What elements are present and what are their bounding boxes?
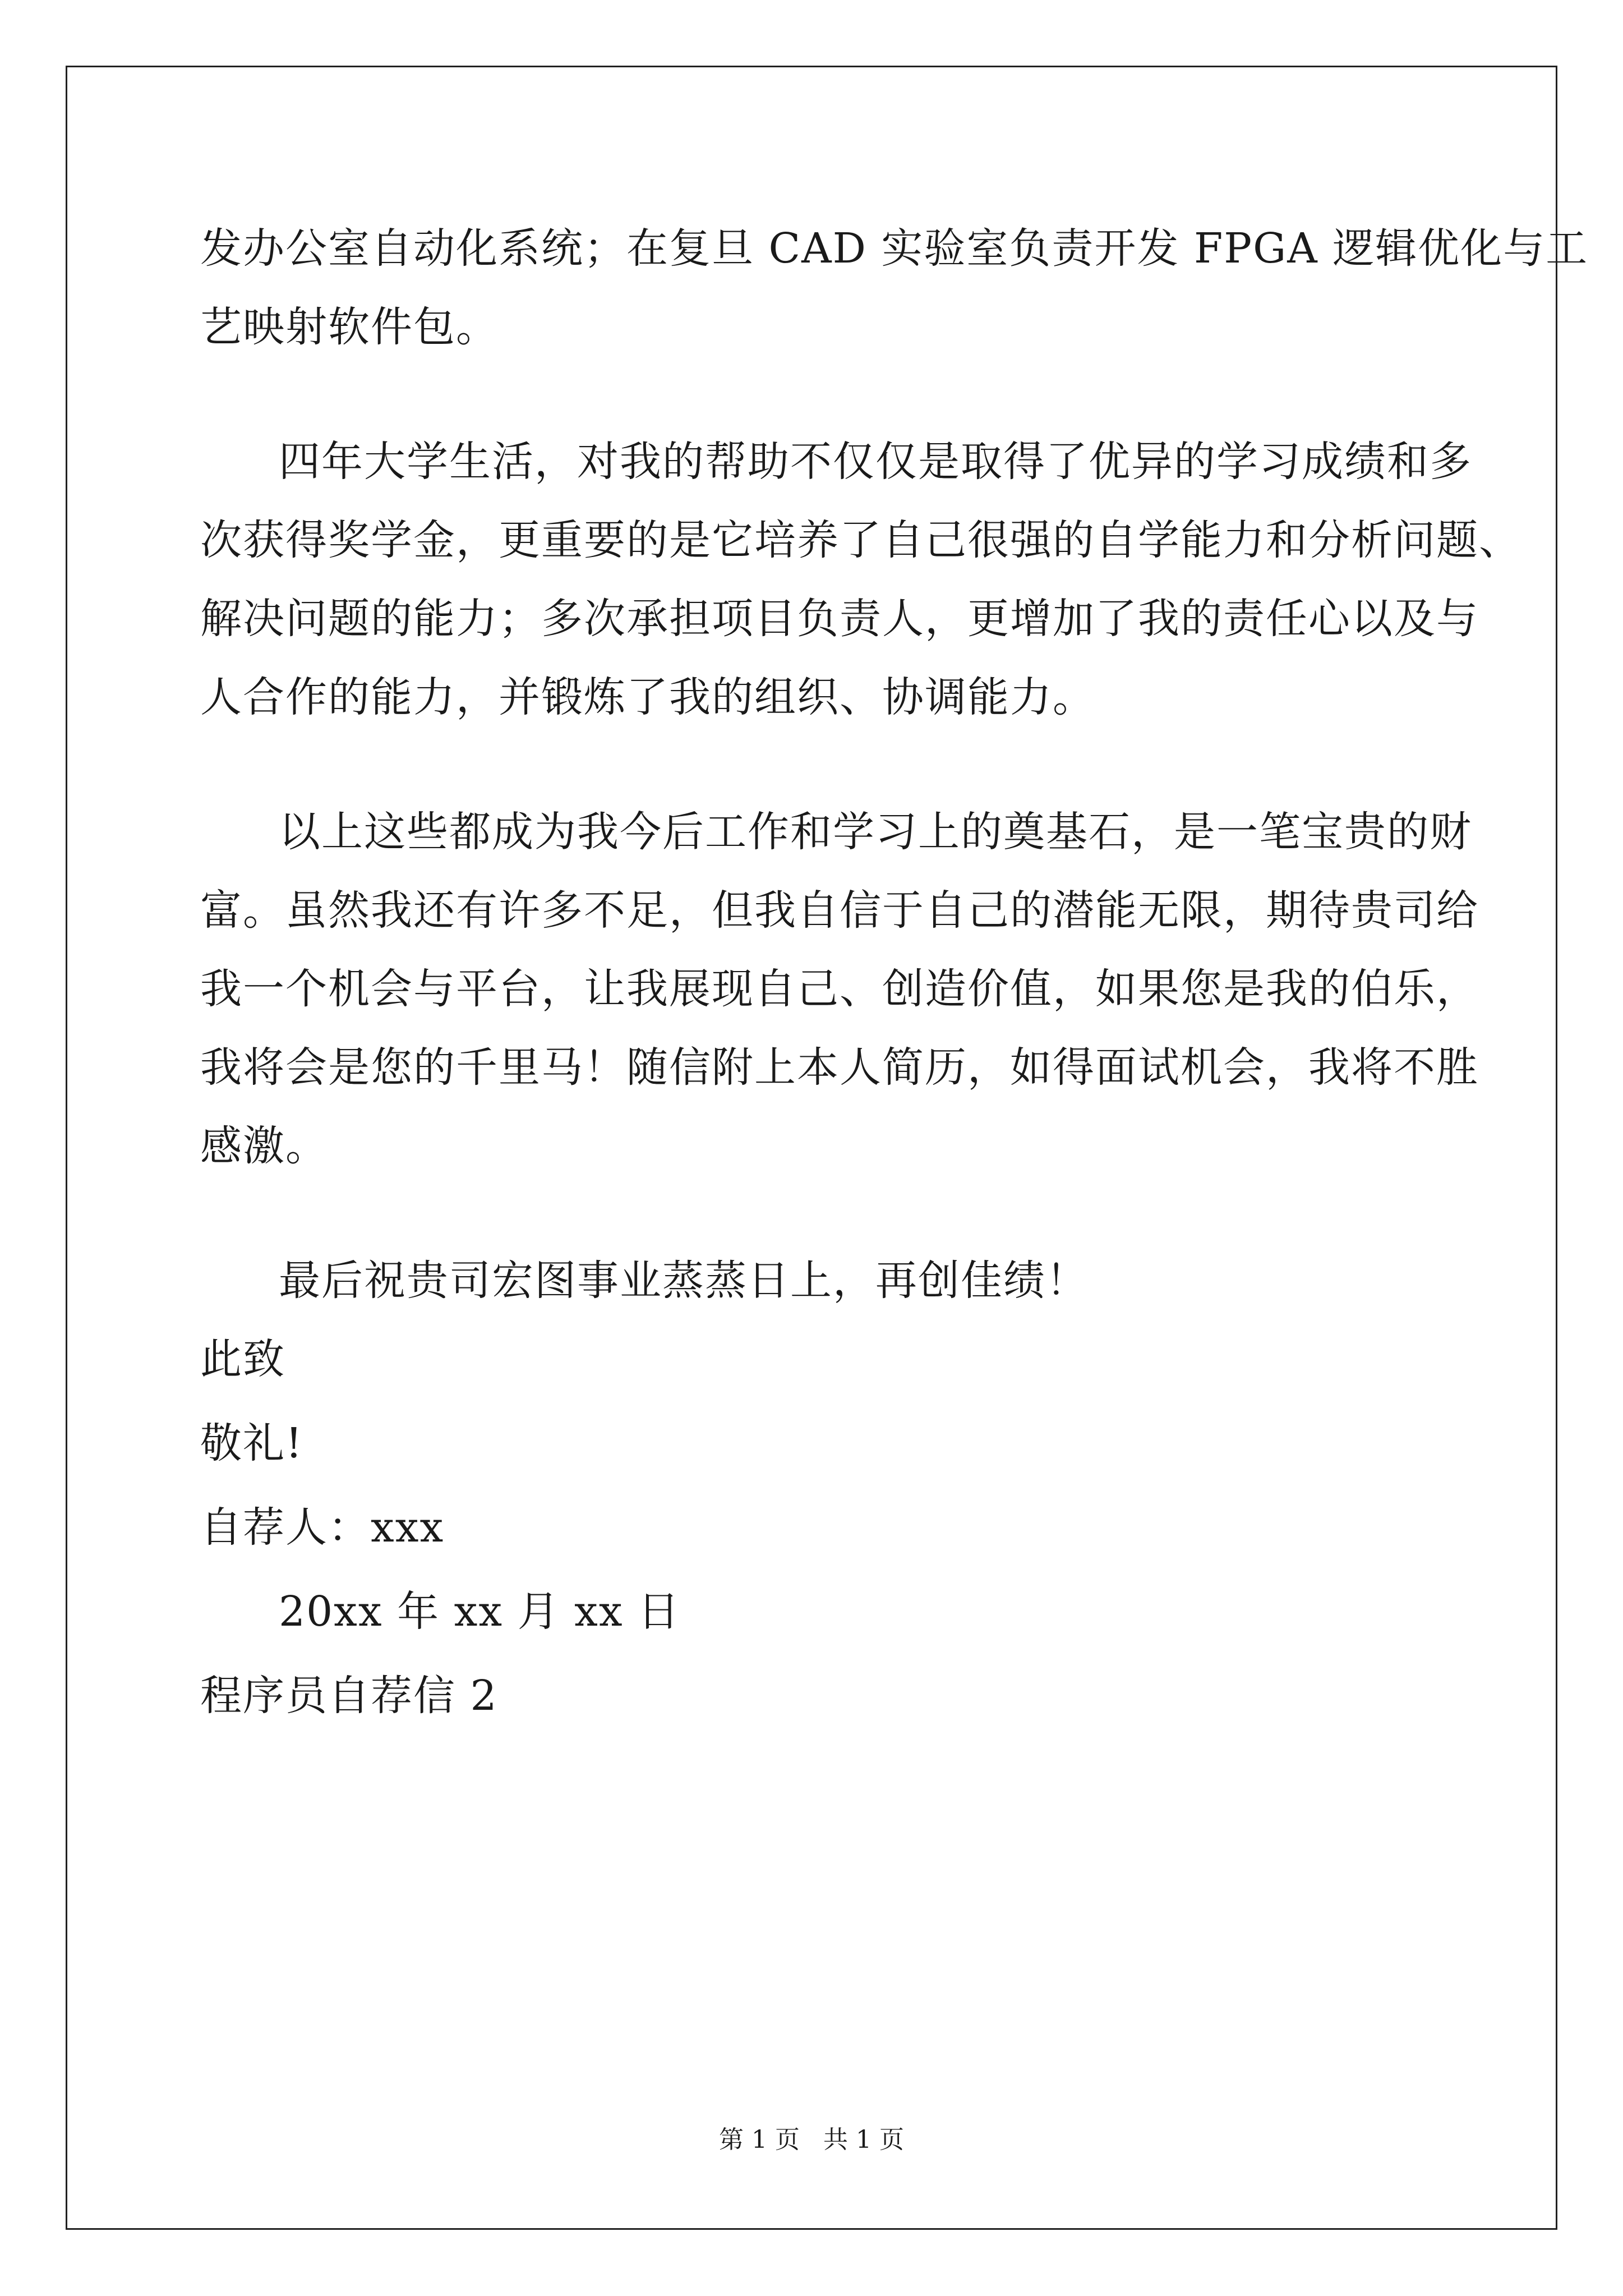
- body-line: 次获得奖学金，更重要的是它培养了自己很强的自学能力和分析问题、: [200, 516, 1521, 564]
- body-line: 以上这些都成为我今后工作和学习上的奠基石，是一笔宝贵的财: [279, 808, 1472, 856]
- date-text: 20xx 年 xx 月 xx 日: [279, 1588, 681, 1636]
- body-line: 艺映射软件包。: [200, 303, 499, 351]
- body-line: 最后祝贵司宏图事业蒸蒸日上，再创佳绩！: [279, 1257, 1089, 1305]
- body-line: 我一个机会与平台，让我展现自己、创造价值，如果您是我的伯乐，: [200, 965, 1479, 1013]
- signature-text: 自荐人：xxx: [200, 1503, 445, 1552]
- next-letter-title: 程序员自荐信 2: [200, 1672, 498, 1720]
- body-line: 四年大学生活，对我的帮助不仅仅是取得了优异的学习成绩和多: [279, 438, 1472, 486]
- body-line: 我将会是您的千里马！随信附上本人简历，如得面试机会，我将不胜: [200, 1043, 1479, 1092]
- closing-text: 此致: [200, 1335, 285, 1383]
- body-line: 富。虽然我还有许多不足，但我自信于自己的潜能无限，期待贵司给: [200, 886, 1479, 935]
- body-line: 解决问题的能力；多次承担项目负责人，更增加了我的责任心以及与: [200, 595, 1479, 643]
- body-line: 发办公室自动化系统；在复旦 CAD 实验室负责开发 FPGA 逻辑优化与工: [200, 224, 1589, 273]
- body-line: 人合作的能力，并锻炼了我的组织、协调能力。: [200, 673, 1095, 721]
- body-line: 感激。: [200, 1122, 328, 1170]
- page-footer: 第 1 页 共 1 页: [719, 2125, 904, 2154]
- salute-text: 敬礼!: [200, 1419, 303, 1467]
